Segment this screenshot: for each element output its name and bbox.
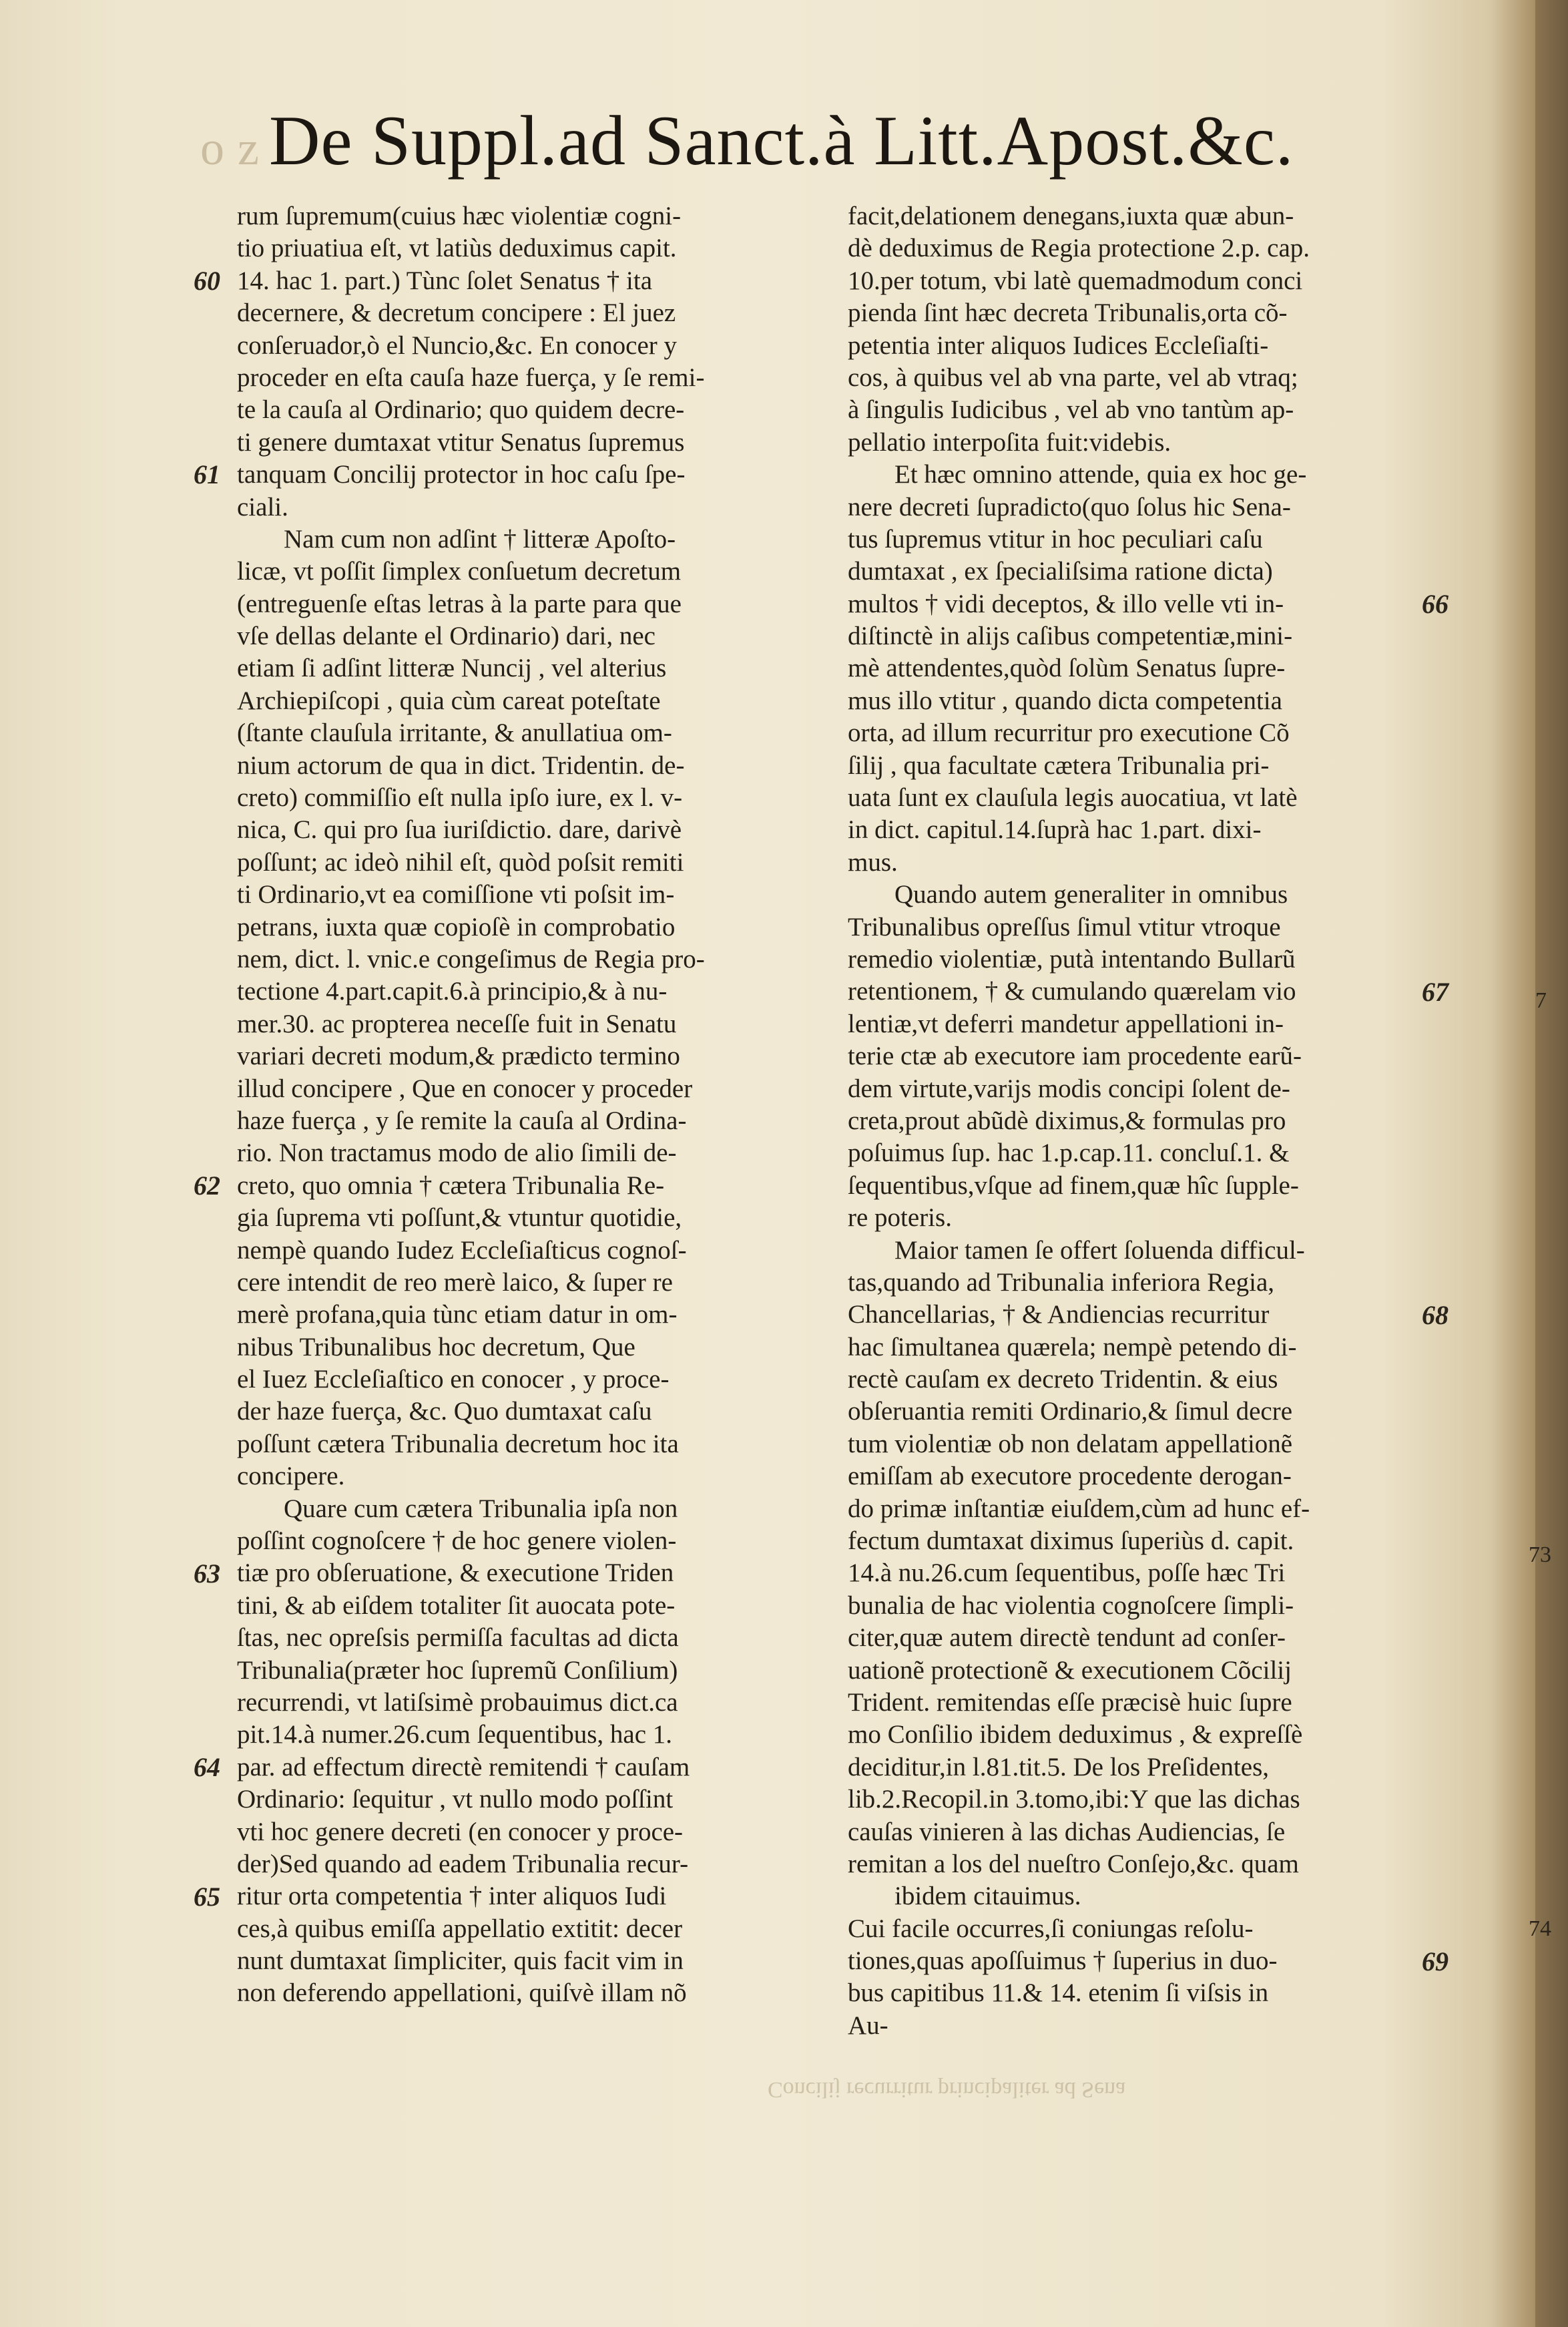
text-line: Cui facile occurres,ſi coniungas reſolu-	[848, 1914, 1254, 1943]
text-line: tectione 4.part.capit.6.à principio,& à nu-	[237, 977, 668, 1006]
running-title: De Suppl.ad Sanct.à Litt.Apost.&c.	[268, 101, 1294, 180]
text-line: nempè quando Iudez Eccleſiaſticus cognoſ-	[237, 1235, 687, 1265]
margin-number-left: 62	[194, 1171, 220, 1201]
text-line: dem virtute,varijs modis concipi ſolent de-	[848, 1074, 1290, 1103]
text-line: remedio violentiæ, putà intentando Bullarũ	[848, 944, 1296, 974]
margin-number-left: 65	[194, 1881, 220, 1912]
text-line: ces,à quibus emiſſa appellatio extitit: decer	[237, 1914, 683, 1943]
text-line: tini, & ab eiſdem totaliter ſit auocata pote-	[237, 1591, 676, 1620]
text-line: obſeruantia remiti Ordinario,& ſimul decre	[848, 1397, 1293, 1426]
text-line: tas,quando ad Tribunalia inferiora Regia,	[848, 1267, 1275, 1297]
text-line: bus capitibus 11.& 14. etenim ſi viſsis in	[848, 1978, 1269, 2008]
text-line: lib.2.Recopil.in 3.tomo,ibi:Y que las dichas	[848, 1785, 1300, 1814]
text-line: poſſint cognoſcere † de hoc genere violen-	[237, 1526, 677, 1556]
text-line: hac ſimultanea quærela; nempè petendo di-	[848, 1332, 1297, 1361]
text-line: vſe dellas delante el Ordinario) dari, nec	[237, 622, 656, 651]
text-line: haze fuerça , y ſe remite la cauſa al Ordina-	[237, 1106, 687, 1135]
text-line: rum ſupremum(cuius hæc violentiæ cogni-	[237, 202, 682, 230]
text-line: lentiæ,vt deferri mandetur appellationi in-	[848, 1009, 1284, 1038]
margin-number-left: 63	[194, 1558, 220, 1589]
text-line: tum violentiæ ob non delatam appellationẽ	[848, 1429, 1293, 1458]
text-line: Quare cum cætera Tribunalia ipſa non	[284, 1494, 678, 1523]
margin-number-right: 67	[1422, 976, 1449, 1007]
text-line: par. ad effectum directè remitendi † cauſam	[237, 1752, 690, 1781]
text-line: etiam ſi adſint litteræ Nuncij , vel alterius	[237, 654, 667, 683]
margin-number-right: 66	[1422, 588, 1449, 619]
text-line: 10.per totum, vbi latè quemadmodum conci	[848, 266, 1303, 295]
text-line: tiones,quas apoſſuimus † ſuperius in duo-	[848, 1946, 1278, 1976]
margin-number-right: 68	[1422, 1299, 1449, 1330]
text-line: vti hoc genere decreti (en conocer y proce-	[237, 1817, 684, 1846]
text-line: Ordinario: ſequitur , vt nullo modo poſſint	[237, 1785, 674, 1814]
text-line: uationẽ protectionẽ & executionem Cõcilij	[848, 1655, 1292, 1685]
text-line: in dict. capitul.14.ſuprà hac 1.part. dixi-	[848, 815, 1262, 845]
text-line: decernere, & decretum concipere : El juez	[237, 298, 676, 328]
text-line: 14. hac 1. part.) Tùnc ſolet Senatus † ita	[237, 266, 653, 295]
text-line: Au-	[848, 2011, 888, 2040]
text-line: diſtinctè in alijs caſibus competentiæ,mini-	[848, 622, 1293, 651]
text-line: pit.14.à numer.26.cum ſequentibus, hac 1.	[237, 1720, 673, 1749]
text-line: Trident. remitendas eſſe præcisè huic ſupre	[848, 1687, 1292, 1717]
text-line: cere intendit de reo merè laico, & ſuper re	[237, 1267, 673, 1297]
side-number: 7	[1535, 988, 1547, 1013]
text-line: petrans, iuxta quæ copioſè in comprobatio	[237, 912, 676, 941]
text-line: bunalia de hac violentia cognoſcere ſimpli-	[848, 1591, 1294, 1620]
text-line: proceder en eſta cauſa haze fuerça, y ſe remi-	[237, 363, 705, 392]
text-line: tus ſupremus vtitur in hoc peculiari caſu	[848, 524, 1263, 554]
text-line: mus.	[848, 847, 898, 877]
running-header	[200, 100, 1402, 200]
text-line: Tribunalibus opreſſus ſimul vtitur vtroque	[848, 912, 1281, 941]
text-line: tiæ pro obſeruatione, & executione Triden	[237, 1558, 674, 1588]
text-line: poſſunt cætera Tribunalia decretum hoc ita	[237, 1429, 679, 1458]
text-line: dumtaxat , ex ſpecialiſsima ratione dicta)	[848, 557, 1273, 586]
ghost-folio: o z	[200, 122, 260, 175]
text-line: ritur orta competentia † inter aliquos Iudi	[237, 1882, 667, 1911]
text-line: mè attendentes,quòd ſolùm Senatus ſupre-	[848, 654, 1286, 683]
text-line: Maior tamen ſe offert ſoluenda difficul-	[894, 1235, 1305, 1265]
text-line: el Iuez Eccleſiaſtico en conocer , y proce-	[237, 1365, 670, 1394]
text-line: Chancellarias, † & Andiencias recurritur	[848, 1300, 1270, 1329]
text-line: mer.30. ac propterea neceſſe fuit in Senatu	[237, 1009, 677, 1038]
text-line: rio. Non tractamus modo de alio ſimili de-	[237, 1138, 677, 1168]
text-line: creta,prout abũdè diximus,& formulas pro	[848, 1106, 1286, 1135]
text-line: tio priuatiua eſt, vt latiùs deduximus capit.	[237, 234, 677, 263]
text-line: mo Conſilio ibidem deduximus , & expreſſè	[848, 1720, 1303, 1749]
text-line: re poteris.	[848, 1203, 952, 1233]
text-line: variari decreti modum,& prædicto termino	[237, 1042, 680, 1071]
text-line: non deferendo appellationi, quiſvè illam nõ	[237, 1978, 687, 2008]
text-line: fectum dumtaxat diximus ſuperiùs d. capit.	[848, 1526, 1294, 1556]
margin-number-left: 64	[194, 1752, 220, 1783]
text-line: nunt dumtaxat ſimpliciter, quis facit vim in	[237, 1946, 684, 1976]
text-line: ſtas, nec opreſsis permiſſa facultas ad dicta	[237, 1623, 679, 1653]
text-line: multos † vidi deceptos, & illo velle vti in-	[848, 589, 1284, 618]
text-line: ciali.	[237, 492, 288, 521]
text-line: retentionem, † & cumulando quærelam vio	[848, 977, 1296, 1006]
text-line: Quando autem generaliter in omnibus	[894, 880, 1288, 909]
text-line: der)Sed quando ad eadem Tribunalia recur-	[237, 1849, 689, 1878]
text-line: à ſingulis Iudicibus , vel ab vno tantùm ap-	[848, 395, 1294, 425]
text-line: poſuimus ſup. hac 1.p.cap.11. concluſ.1. &	[848, 1138, 1290, 1168]
text-line: recurrendi, vt latiſsimè probauimus dict.ca	[237, 1687, 678, 1717]
margin-number-left: 60	[194, 265, 220, 296]
text-line: citer,quæ autem directè tendunt ad conſer-	[848, 1623, 1286, 1653]
text-line: emiſſam ab executore procedente derogan-	[848, 1462, 1292, 1491]
text-line: (entreguenſe eſtas letras à la parte para que	[237, 589, 682, 618]
text-line: rectè cauſam ex decreto Tridentin. & eius	[848, 1365, 1278, 1394]
page-edge-shadow	[1535, 0, 1568, 2327]
text-line: (ſtante clauſula irritante, & anullatiua om-	[237, 718, 672, 748]
margin-number-left: 61	[194, 459, 220, 490]
text-line: petentia inter aliquos Iudices Eccleſiaſti-	[848, 331, 1269, 360]
text-line: cos, à quibus vel ab vna parte, vel ab vtraq;	[848, 363, 1298, 392]
text-line: nica, C. qui pro ſua iuriſdictio. dare, darivè	[237, 815, 682, 845]
right-column	[848, 200, 1435, 2042]
text-line: nem, dict. l. vnic.e congeſimus de Regia pro-	[237, 944, 705, 974]
text-line: illud concipere , Que en conocer y proceder	[237, 1074, 693, 1103]
text-line: nibus Tribunalibus hoc decretum, Que	[237, 1332, 635, 1361]
text-line: remitan a los del nueſtro Conſejo,&c. quam	[848, 1849, 1299, 1878]
text-line: 14.à nu.26.cum ſequentibus, poſſe hæc Tri	[848, 1558, 1286, 1588]
text-line: Nam cum non adſint † litteræ Apoſto-	[284, 524, 676, 554]
text-line: cauſas vinieren à las dichas Audiencias, ſe	[848, 1817, 1286, 1846]
margin-number-right: 69	[1422, 1946, 1449, 1976]
text-line: pellatio interpoſita fuit:videbis.	[848, 427, 1171, 457]
text-line: nium actorum de qua in dict. Tridentin. de-	[237, 751, 685, 780]
text-line: Et hæc omnino attende, quia ex hoc ge-	[894, 460, 1307, 489]
text-line: der haze fuerça, &c. Quo dumtaxat caſu	[237, 1397, 652, 1426]
text-line: ti Ordinario,vt ea comiſſione vti poſsit im-	[237, 880, 675, 909]
text-line: Tribunalia(præter hoc ſupremũ Conſilium)	[237, 1655, 678, 1685]
text-line: gia ſuprema vti poſſunt,& vtuntur quotidie,	[237, 1203, 682, 1233]
side-number: 73	[1529, 1542, 1551, 1567]
left-column	[237, 200, 811, 2010]
text-line: facit,delationem denegans,iuxta quæ abun-	[848, 202, 1294, 230]
text-line: Archiepiſcopi , quia cùm careat poteſtate	[237, 686, 661, 715]
text-line: tanquam Concilij protector in hoc caſu ſpe-	[237, 460, 686, 489]
text-line: ſilij , qua facultate cætera Tribunalia pri-	[848, 751, 1270, 780]
text-line: ti genere dumtaxat vtitur Senatus ſupremus	[237, 427, 685, 457]
text-line: uata ſunt ex clauſula legis auocatiua, vt latè	[848, 783, 1298, 813]
text-line: dè deduximus de Regia protectione 2.p. cap.	[848, 234, 1310, 263]
text-line: nere decreti ſupradicto(quo ſolus hic Sena-	[848, 492, 1291, 521]
text-line: pienda ſint hæc decreta Tribunalis,orta cõ-	[848, 298, 1288, 328]
text-line: conſeruador,ò el Nuncio,&c. En conocer y	[237, 331, 678, 360]
text-line: ibidem citauimus.	[894, 1882, 1081, 1911]
text-line: concipere.	[237, 1462, 345, 1491]
text-line: orta, ad illum recurritur pro executione Cõ	[848, 718, 1290, 748]
side-number: 74	[1529, 1916, 1551, 1941]
text-line: deciditur,in l.81.tit.5. De los Preſidentes,	[848, 1752, 1270, 1781]
text-line: te la cauſa al Ordinario; quo quidem decre-	[237, 395, 685, 425]
text-line: merè profana,quia tùnc etiam datur in om-	[237, 1300, 678, 1329]
text-line: creto) commiſſio eſt nulla ipſo iure, ex l. v-	[237, 783, 683, 813]
text-line: terie ctæ ab executore iam procedente earũ-	[848, 1042, 1302, 1071]
text-line: do primæ inſtantiæ eiuſdem,cùm ad hunc ef-	[848, 1494, 1310, 1523]
text-line: mus illo vtitur , quando dicta competentia	[848, 686, 1282, 715]
text-line: poſſunt; ac ideò nihil eſt, quòd poſsit remiti	[237, 847, 684, 877]
text-line: licæ, vt poſſit ſimplex conſuetum decretum	[237, 557, 682, 586]
bleed-through-text: Concilij recurritur principaliter ad Sena	[768, 2077, 1126, 2102]
text-line: ſequentibus,vſque ad finem,quæ hîc ſupple-	[848, 1171, 1299, 1200]
text-line: creto, quo omnia † cætera Tribunalia Re-	[237, 1171, 665, 1200]
